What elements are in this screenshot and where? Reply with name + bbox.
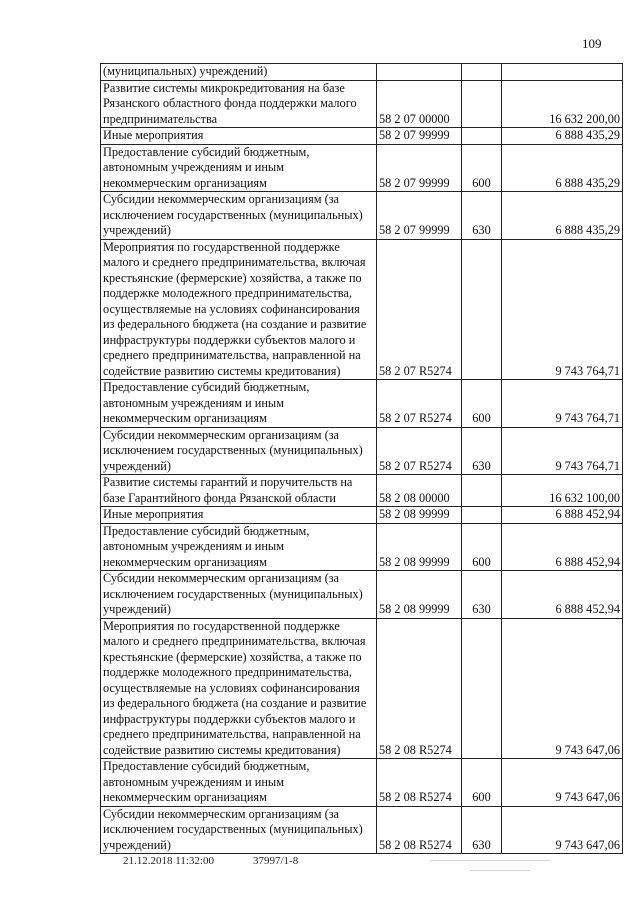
row-sum-cell: 6 888 435,29 [502, 128, 623, 145]
footer-date: 21.12.2018 11:32:00 [123, 855, 214, 867]
row-sum-cell: 9 743 764,71 [502, 380, 623, 428]
scan-artifact [430, 860, 550, 861]
row-vr-cell [462, 475, 502, 507]
table-row [101, 806, 623, 854]
row-code-cell: 58 2 07 R5274 [377, 380, 462, 428]
row-code-cell: 58 2 08 R5274 [377, 618, 462, 759]
row-vr-cell: 600 [462, 144, 502, 192]
row-sum-cell [502, 64, 623, 81]
row-sum-cell: 6 888 435,29 [502, 192, 623, 240]
table-row [101, 64, 623, 81]
row-code-cell: 58 2 07 99999 [377, 192, 462, 240]
row-name-cell: (муниципальных) учреждений) [101, 64, 377, 81]
row-code-cell: 58 2 07 99999 [377, 128, 462, 145]
row-code-cell: 58 2 07 99999 [377, 144, 462, 192]
row-vr-cell: 600 [462, 380, 502, 428]
table-row [101, 239, 623, 380]
row-code-cell: 58 2 08 99999 [377, 507, 462, 524]
row-sum-cell: 16 632 200,00 [502, 80, 623, 128]
row-name-cell: Предоставление субсидий бюджетным, автономным учреждениям и иным некоммерческим организациям [101, 380, 377, 428]
row-sum-cell: 9 743 647,06 [502, 618, 623, 759]
row-code-cell: 58 2 08 99999 [377, 523, 462, 571]
table-row [101, 144, 623, 192]
row-vr-cell: 630 [462, 192, 502, 240]
row-vr-cell [462, 128, 502, 145]
row-vr-cell: 630 [462, 427, 502, 475]
table-row [101, 759, 623, 807]
row-vr-cell: 600 [462, 759, 502, 807]
scan-artifact [470, 870, 530, 871]
table-row [101, 571, 623, 619]
row-sum-cell: 9 743 764,71 [502, 427, 623, 475]
row-sum-cell: 6 888 435,29 [502, 144, 623, 192]
row-code-cell: 58 2 07 R5274 [377, 239, 462, 380]
row-vr-cell: 630 [462, 571, 502, 619]
row-name-cell: Мероприятия по государственной поддержке малого и среднего предпринимательства, включая крестьянские (фермерские) хозяйства, а также по поддержке молодежного предпринимательства, осуществляемые на условиях софинансирования из федерального бюджета (на создание и развитие инфраструктуры поддержки субъектов малого и среднего предпринимательства, направленной на содействие развитию системы кредитования) [101, 239, 377, 380]
table-row [101, 192, 623, 240]
row-sum-cell: 9 743 647,06 [502, 759, 623, 807]
table-row [101, 507, 623, 524]
row-vr-cell [462, 618, 502, 759]
row-code-cell: 58 2 07 00000 [377, 80, 462, 128]
row-name-cell: Иные мероприятия [101, 507, 377, 524]
row-code-cell: 58 2 08 00000 [377, 475, 462, 507]
row-vr-cell [462, 239, 502, 380]
row-name-cell: Субсидии некоммерческим организациям (за исключением государственных (муниципальных) учреждений) [101, 192, 377, 240]
table-row [101, 475, 623, 507]
row-code-cell: 58 2 08 99999 [377, 571, 462, 619]
table-row [101, 618, 623, 759]
row-vr-cell [462, 80, 502, 128]
row-name-cell: Субсидии некоммерческим организациям (за исключением государственных (муниципальных) учреждений) [101, 427, 377, 475]
table-row [101, 380, 623, 428]
row-code-cell [377, 64, 462, 81]
row-name-cell: Предоставление субсидий бюджетным, автономным учреждениям и иным некоммерческим организациям [101, 144, 377, 192]
row-code-cell: 58 2 08 R5274 [377, 759, 462, 807]
row-sum-cell: 9 743 647,06 [502, 806, 623, 854]
row-name-cell: Мероприятия по государственной поддержке малого и среднего предпринимательства, включая крестьянские (фермерские) хозяйства, а также по поддержке молодежного предпринимательства, осуществляемые на условиях софинансирования из федерального бюджета (на создание и развитие инфраструктуры поддержки субъектов малого и среднего предпринимательства, направленной на содействие развитию системы кредитования) [101, 618, 377, 759]
budget-table [100, 63, 623, 854]
page-number: 109 [582, 36, 602, 51]
row-name-cell: Предоставление субсидий бюджетным, автономным учреждениям и иным некоммерческим организациям [101, 759, 377, 807]
row-name-cell: Иные мероприятия [101, 128, 377, 145]
row-sum-cell: 16 632 100,00 [502, 475, 623, 507]
budget-table-body [101, 64, 623, 854]
row-vr-cell: 600 [462, 523, 502, 571]
row-sum-cell: 6 888 452,94 [502, 507, 623, 524]
row-name-cell: Развитие системы микрокредитования на базе Рязанского областного фонда поддержки малого предпринимательства [101, 80, 377, 128]
row-vr-cell [462, 64, 502, 81]
row-name-cell: Субсидии некоммерческим организациям (за исключением государственных (муниципальных) учреждений) [101, 571, 377, 619]
row-code-cell: 58 2 08 R5274 [377, 806, 462, 854]
table-row [101, 523, 623, 571]
row-name-cell: Предоставление субсидий бюджетным, автономным учреждениям и иным некоммерческим организациям [101, 523, 377, 571]
table-row [101, 427, 623, 475]
row-sum-cell: 9 743 764,71 [502, 239, 623, 380]
table-row [101, 80, 623, 128]
row-name-cell: Субсидии некоммерческим организациям (за исключением государственных (муниципальных) учреждений) [101, 806, 377, 854]
row-name-cell: Развитие системы гарантий и поручительств на базе Гарантийного фонда Рязанской области [101, 475, 377, 507]
row-code-cell: 58 2 07 R5274 [377, 427, 462, 475]
row-vr-cell: 630 [462, 806, 502, 854]
table-row [101, 128, 623, 145]
row-sum-cell: 6 888 452,94 [502, 571, 623, 619]
row-vr-cell [462, 507, 502, 524]
row-sum-cell: 6 888 452,94 [502, 523, 623, 571]
footer-doc-number: 37997/1-8 [253, 855, 299, 867]
